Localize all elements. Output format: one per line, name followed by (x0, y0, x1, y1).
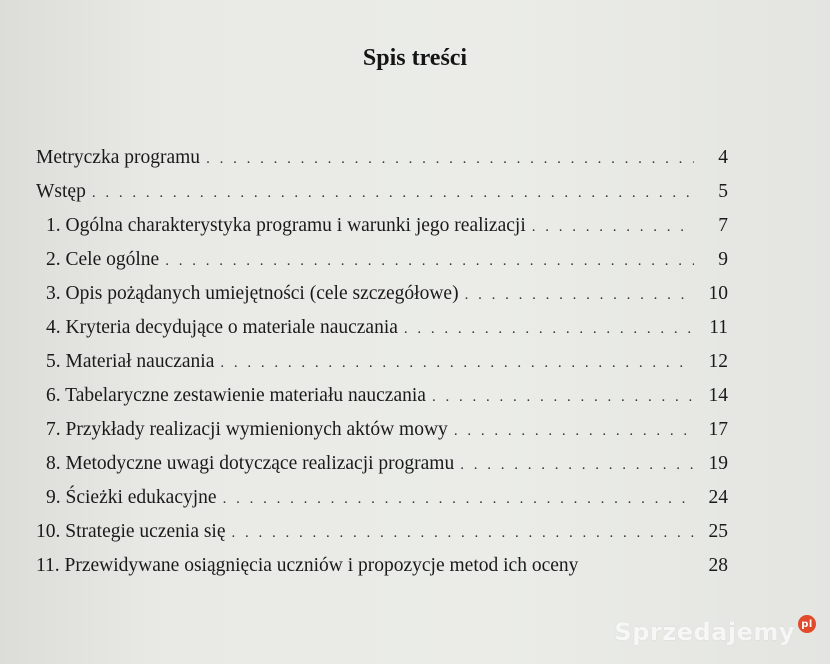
leader-dots (404, 313, 694, 345)
toc-entry-page: 9 (718, 249, 728, 270)
toc-entry (36, 346, 728, 380)
toc-entry-label: Metryczka programu (36, 147, 201, 168)
toc-entry-page: 5 (718, 181, 728, 202)
watermark-text: Sprzedajemy (614, 618, 795, 646)
leader-dots (432, 381, 694, 413)
toc-entry-page: 17 (708, 419, 728, 440)
toc-entry-page: 7 (718, 215, 728, 236)
toc-entry (36, 550, 728, 584)
toc-entry (36, 516, 728, 550)
toc-entry (36, 210, 728, 244)
toc-entry-label: 4. Kryteria decydujące o materiale nauczania (46, 317, 398, 338)
leader-dots (460, 449, 694, 481)
toc-entry (36, 312, 728, 346)
toc-entry-page: 19 (708, 453, 728, 474)
toc-entry-label: 6. Tabelaryczne zestawienie materiału nauczania (46, 385, 426, 406)
toc-entry-page: 10 (708, 283, 728, 304)
toc-entry (36, 448, 728, 482)
toc-entry-page: 24 (708, 487, 728, 508)
toc-entry-page: 4 (718, 147, 728, 168)
leader-dots (532, 211, 694, 243)
leader-dots (206, 143, 694, 175)
toc-entry-label: 7. Przykłady realizacji wymienionych aktów mowy (46, 419, 448, 440)
leader-dots (232, 517, 694, 549)
leader-dots (92, 177, 694, 209)
page-title: Spis treści (362, 45, 468, 71)
toc-entry (36, 244, 728, 278)
toc-entry-label: 5. Materiał nauczania (46, 351, 215, 372)
toc-entry (36, 380, 728, 414)
toc-entry (36, 176, 728, 210)
toc-entry (36, 414, 728, 448)
toc-entry-label: 10. Strategie uczenia się (36, 521, 226, 542)
toc-entry-page: 14 (708, 385, 728, 406)
leader-dots (454, 415, 694, 447)
toc-entry-page: 11 (709, 317, 728, 338)
toc-entry-page: 28 (708, 555, 728, 576)
toc-entry-page: 12 (708, 351, 728, 372)
watermark (614, 618, 816, 646)
toc-entry-label: 8. Metodyczne uwagi dotyczące realizacji programu (46, 453, 455, 474)
toc-entry-label: 11. Przewidywane osiągnięcia uczniów i propozycje metod ich oceny (36, 555, 579, 576)
toc-entry-label: 2. Cele ogólne (46, 249, 160, 270)
leader-dots (165, 245, 694, 277)
leader-dots (223, 483, 694, 515)
toc-entry-label: Wstęp (36, 181, 86, 202)
toc-entry (36, 142, 728, 176)
toc-entry-label: 1. Ogólna charakterystyka programu i warunki jego realizacji (46, 215, 526, 236)
table-of-contents (36, 142, 728, 584)
leader-dots (465, 279, 694, 311)
leader-dots (220, 347, 694, 379)
toc-entry (36, 482, 728, 516)
watermark-badge: pl (798, 615, 816, 633)
toc-entry-page: 25 (708, 521, 728, 542)
toc-entry-label: 3. Opis pożądanych umiejętności (cele szczegółowe) (46, 283, 459, 304)
toc-entry-label: 9. Ścieżki edukacyjne (46, 487, 217, 508)
toc-entry (36, 278, 728, 312)
